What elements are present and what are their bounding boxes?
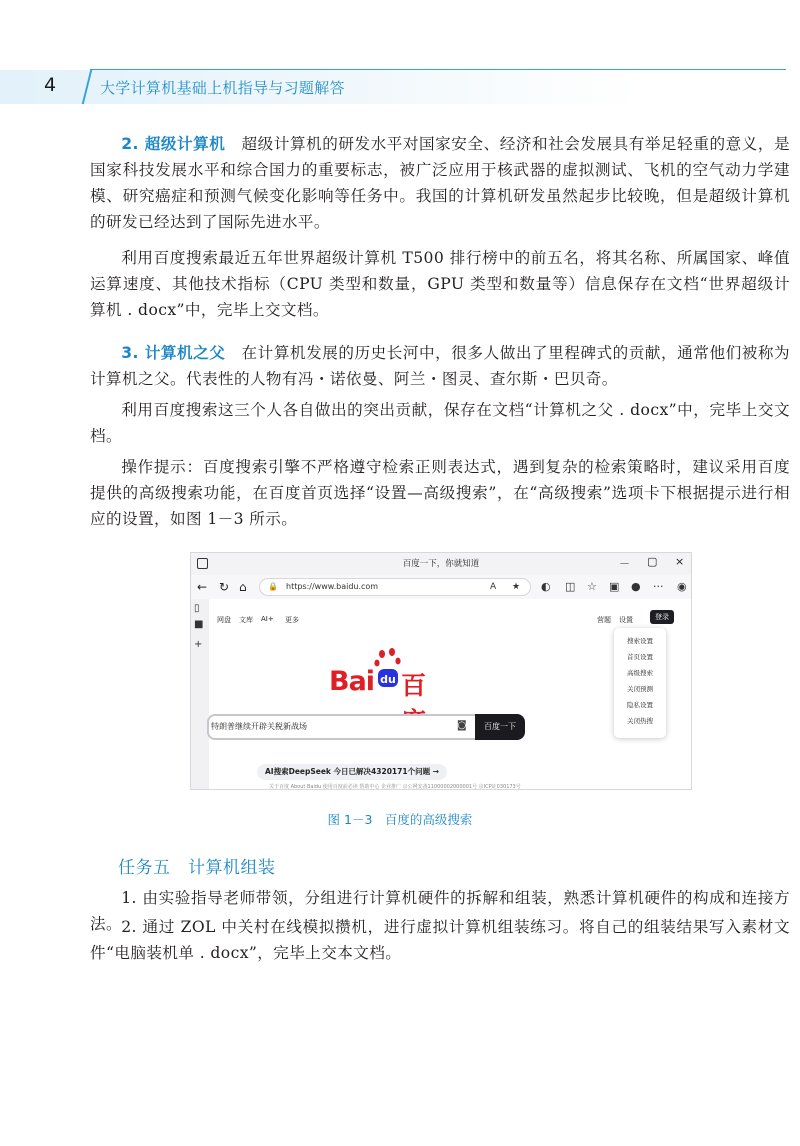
favorite-star-icon[interactable]: ★	[512, 582, 521, 592]
settings-dropdown	[614, 628, 666, 738]
menu-search-settings[interactable]: 搜索设置	[627, 637, 653, 645]
nav-netdisk[interactable]: 网盘	[217, 616, 231, 624]
extension-icon[interactable]: ◐	[541, 580, 551, 593]
nav-more[interactable]: 更多	[285, 616, 299, 624]
section3-task: 利用百度搜索这三个人各自做出的突出贡献，保存在文档“计算机之父 . docx”中，完毕上交文档。	[90, 401, 790, 445]
settings-link[interactable]: 设置	[619, 616, 633, 624]
header-rule	[90, 69, 786, 70]
login-button[interactable]: 登录	[650, 610, 674, 624]
profile-icon[interactable]: ◉	[677, 580, 687, 593]
page-number: 4	[44, 74, 57, 96]
maximize-button[interactable]: ▢	[647, 555, 658, 568]
menu-advanced-search[interactable]: 高级搜索	[627, 669, 653, 677]
baidu-paw-icon	[373, 646, 403, 690]
task5-item1: 1. 由实验指导老师带领，分组进行计算机硬件的拆解和组装，熟悉计算机硬件的构成和连接方法。	[90, 889, 790, 933]
baidu-homepage	[209, 599, 692, 790]
ai-search-banner[interactable]: AI搜索DeepSeek 今日已解决4320171个问题 →	[257, 764, 447, 780]
favorites-icon[interactable]: ☆	[587, 580, 597, 593]
menu-disable-hot-search[interactable]: 关闭热搜	[627, 717, 653, 725]
baidu-screenshot	[190, 552, 692, 790]
url-text: https://www.baidu.com	[286, 582, 379, 591]
search-query-text: 特朗普继续开辟关税新战场	[211, 722, 307, 731]
search-input[interactable]	[207, 714, 475, 740]
back-icon[interactable]: ←	[197, 580, 208, 594]
nav-ai[interactable]: AI+	[261, 615, 274, 623]
page-footer: 关于百度 About Baidu 使用百度前必读 帮助中心 企业推广 京公网安备11000002000001号 京ICP证030173号	[269, 784, 521, 790]
copilot-icon[interactable]: ●	[631, 580, 641, 593]
svg-text:du: du	[380, 673, 396, 686]
section3-text: 在计算机发展的历史长河中，很多人做出了里程碑式的贡献，通常他们被称为计算机之父。代表性的人物有冯・诺依曼、阿兰・图灵、查尔斯・巴贝奇。	[90, 344, 790, 388]
close-button[interactable]: ×	[675, 555, 685, 568]
address-bar[interactable]	[259, 578, 531, 596]
task5-heading: 任务五 计算机组装	[118, 858, 276, 878]
sidebar-tab-icon[interactable]: ▯	[194, 603, 200, 614]
book-title: 大学计算机基础上机指导与习题解答	[100, 79, 345, 97]
sidebar-add-icon[interactable]: +	[194, 639, 203, 650]
address-toolbar	[191, 575, 691, 599]
nav-wenku[interactable]: 文库	[239, 616, 253, 624]
camera-icon[interactable]: ◙	[457, 720, 467, 731]
figure-caption: 图 1－3 百度的高级搜索	[327, 812, 473, 827]
section2-text: 超级计算机的研发水平对国家安全、经济和社会发展具有举足轻重的意义，是国家科技发展水平和综合国力的重要标志，被广泛应用于核武器的虚拟测试、飞机的空气动力学建模、研究癌症和预测气候变化影响等任务中。我国的计算机研发虽然起步比较晚，但是超级计算机的研发已经达到了国际先进水平。	[90, 135, 790, 231]
lock-icon: 🔒	[268, 582, 278, 591]
logo-bai-text: Bai	[329, 666, 375, 697]
baidu-logo	[329, 646, 449, 698]
task5-item2: 2. 通过 ZOL 中关村在线模拟攒机，进行虚拟计算机组装练习。将自己的组装结果写入素材文件“电脑装机单 . docx”，完毕上交本文档。	[90, 918, 790, 962]
logo-baidu-chinese: 百	[401, 671, 427, 700]
home-icon[interactable]: ⌂	[239, 580, 247, 594]
search-button[interactable]: 百度一下	[475, 714, 525, 740]
section3-paragraph	[90, 340, 790, 392]
section2-heading: 2. 超级计算机	[121, 135, 226, 153]
section2-paragraph	[90, 131, 790, 235]
browser-sidebar	[191, 599, 209, 790]
minimize-button[interactable]: －	[619, 557, 630, 570]
more-menu-icon[interactable]: ···	[653, 580, 664, 593]
menu-disable-prediction[interactable]: 关闭预测	[627, 685, 653, 693]
section3-heading: 3. 计算机之父	[121, 344, 226, 362]
sidebar-baidu-icon[interactable]: ■	[194, 619, 204, 630]
operation-hint: 操作提示：百度搜索引擎不严格遵守检索正则表达式，遇到复杂的检索策略时，建议采用百度提供的高级搜索功能，在百度首页选择“设置—高级搜索”，在“高级搜索”选项卡下根据提示进行相应的设置，如图 1－3 所示。	[90, 458, 790, 528]
menu-homepage-settings[interactable]: 首页设置	[627, 653, 653, 661]
split-screen-icon[interactable]: ◫	[565, 580, 576, 593]
window-title: 百度一下，你就知道	[402, 559, 480, 569]
refresh-icon[interactable]: ↻	[219, 580, 230, 594]
menu-privacy-settings[interactable]: 隐私设置	[627, 701, 653, 709]
nav-right-1[interactable]: 营题	[597, 616, 611, 624]
collections-icon[interactable]: ▣	[609, 580, 620, 593]
read-aloud-icon[interactable]: A	[490, 582, 497, 592]
browser-titlebar	[191, 553, 691, 575]
section2-task: 利用百度搜索最近五年世界超级计算机 T500 排行榜中的前五名，将其名称、所属国家、峰值运算速度、其他技术指标（CPU 类型和数量，GPU 类型和数量等）信息保存在文档“世界超级计算机 . docx”中，完毕上交文档。	[90, 249, 790, 319]
